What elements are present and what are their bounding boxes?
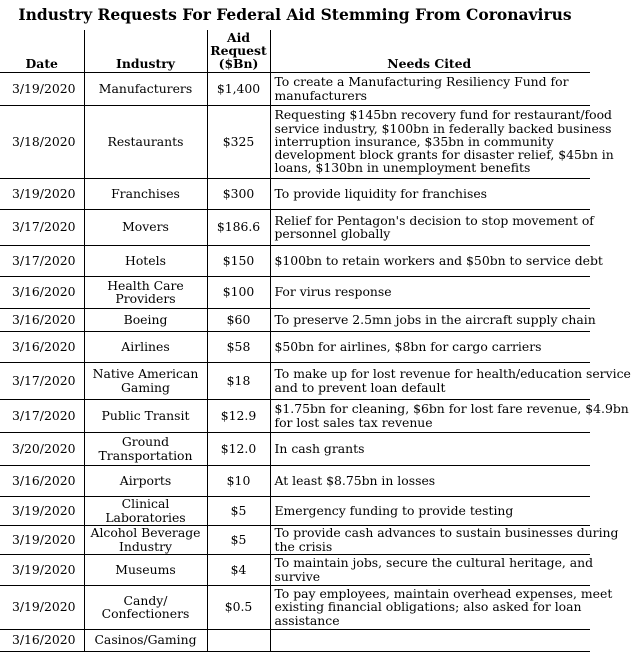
industry-line: Airports	[119, 472, 172, 488]
needs-line: manufacturers	[274, 87, 368, 103]
header-aid-request	[207, 30, 270, 72]
industry-line: Candy/	[123, 592, 168, 608]
cell-industry	[84, 105, 207, 178]
table-row	[0, 178, 590, 209]
cell-date: 3/19/2020	[0, 72, 84, 105]
cell-industry	[84, 554, 207, 585]
industry-line: Manufacturers	[98, 80, 193, 96]
table-row	[0, 525, 590, 554]
needs-line: $50bn for airlines, $8bn for cargo carriers	[274, 338, 542, 354]
cell-needs-cited	[270, 72, 590, 105]
cell-date: 3/17/2020	[0, 399, 84, 432]
cell-aid-request: $1,400	[207, 72, 270, 105]
needs-line: To provide cash advances to sustain businesses during	[274, 525, 619, 541]
table-row	[0, 432, 590, 465]
cell-needs-cited	[270, 245, 603, 276]
needs-line: To pay employees, maintain overhead expenses, meet	[274, 586, 613, 602]
cell-industry	[84, 496, 207, 525]
industry-line: Alcohol Beverage	[90, 525, 201, 541]
cell-needs-cited	[270, 585, 613, 629]
cell-date: 3/19/2020	[0, 525, 84, 554]
needs-line: service industry, $100bn in federally backed business	[274, 120, 612, 136]
table-row	[0, 105, 590, 178]
cell-date: 3/16/2020	[0, 331, 84, 362]
cell-date: 3/18/2020	[0, 105, 84, 178]
industry-line: Native American	[92, 366, 199, 382]
industry-line: Laboratories	[105, 509, 186, 525]
needs-line: $1.75bn for cleaning, $6bn for lost fare revenue, $4.9bn	[274, 401, 629, 417]
cell-industry	[84, 585, 207, 629]
needs-line: existing financial obligations; also asked for loan	[274, 599, 582, 615]
header-aid-line: Aid	[227, 29, 250, 45]
table-row	[0, 331, 590, 362]
industry-line: Health Care	[107, 277, 184, 293]
cell-aid-request: $18	[207, 362, 270, 399]
industry-line: Gaming	[121, 379, 170, 395]
cell-industry	[84, 432, 207, 465]
aid-requests-table	[0, 29, 631, 652]
cell-needs-cited	[270, 209, 594, 245]
industry-line: Restaurants	[107, 133, 184, 149]
table-title: Industry Requests For Federal Aid Stemming From Coronavirus	[18, 5, 572, 24]
needs-line: To maintain jobs, secure the cultural heritage, and	[274, 555, 594, 571]
table-row	[0, 465, 590, 496]
needs-line: for lost sales tax revenue	[274, 414, 433, 430]
needs-line: Relief for Pentagon's decision to stop movement of	[274, 212, 594, 228]
cell-needs-cited	[270, 629, 590, 651]
table-row	[0, 496, 590, 525]
cell-needs-cited	[270, 432, 590, 465]
cell-industry	[84, 308, 207, 331]
header-needs-cited: Needs Cited	[270, 30, 590, 72]
table-row	[0, 245, 590, 276]
industry-line: Museums	[115, 561, 176, 577]
cell-aid-request: $10	[207, 465, 270, 496]
cell-aid-request: $5	[207, 525, 270, 554]
cell-aid-request: $4	[207, 554, 270, 585]
industry-line: Public Transit	[101, 407, 190, 423]
cell-date: 3/19/2020	[0, 178, 84, 209]
table-row	[0, 629, 590, 651]
cell-aid-request: $186.6	[207, 209, 270, 245]
industry-line: Clinical	[121, 496, 170, 512]
table-row	[0, 276, 590, 308]
industry-line: Ground	[121, 434, 170, 450]
cell-aid-request: $300	[207, 178, 270, 209]
industry-line: Boeing	[123, 311, 168, 327]
cell-needs-cited	[270, 399, 629, 432]
header-date: Date	[0, 30, 84, 72]
industry-line: Providers	[115, 291, 176, 306]
needs-line: For virus response	[274, 284, 392, 300]
cell-industry	[84, 72, 207, 105]
cell-date: 3/16/2020	[0, 629, 84, 651]
cell-needs-cited	[270, 554, 594, 585]
table-row	[0, 209, 590, 245]
cell-aid-request	[207, 629, 270, 651]
cell-needs-cited	[270, 308, 596, 331]
cell-needs-cited	[270, 525, 619, 554]
cell-needs-cited	[270, 276, 590, 308]
cell-date: 3/19/2020	[0, 585, 84, 629]
cell-needs-cited	[270, 496, 590, 525]
needs-line: survive	[274, 568, 321, 584]
industry-line: Movers	[122, 219, 169, 235]
needs-line: In cash grants	[274, 440, 365, 456]
header-row	[0, 30, 590, 72]
needs-line: assistance	[274, 612, 340, 628]
table-row	[0, 554, 590, 585]
needs-line: and to prevent loan default	[274, 379, 446, 395]
cell-industry	[84, 362, 207, 399]
table-row	[0, 362, 590, 399]
industry-line: Airlines	[121, 338, 170, 354]
industry-line: Casinos/Gaming	[94, 632, 197, 648]
cell-industry	[84, 399, 207, 432]
cell-industry	[84, 245, 207, 276]
needs-line: Requesting $145bn recovery fund for restaurant/food	[274, 107, 612, 123]
needs-line: development block grants for disaster relief, $45bn in	[274, 147, 614, 163]
cell-industry	[84, 525, 207, 554]
industry-line: Industry	[118, 538, 173, 554]
cell-aid-request: $0.5	[207, 585, 270, 629]
table-row	[0, 72, 590, 105]
cell-date: 3/20/2020	[0, 432, 84, 465]
cell-date: 3/16/2020	[0, 465, 84, 496]
needs-line: To create a Manufacturing Resiliency Fund for	[274, 74, 569, 90]
cell-needs-cited	[270, 105, 614, 178]
needs-line: To preserve 2.5mn jobs in the aircraft supply chain	[274, 311, 596, 327]
cell-industry	[84, 209, 207, 245]
cell-date: 3/17/2020	[0, 245, 84, 276]
cell-aid-request: $12.0	[207, 432, 270, 465]
table-row	[0, 399, 590, 432]
cell-needs-cited	[270, 362, 631, 399]
needs-line: Emergency funding to provide testing	[274, 502, 514, 518]
needs-line: To make up for lost revenue for health/education service	[274, 366, 631, 382]
table-row	[0, 308, 590, 331]
needs-line: interruption insurance, $35bn in community	[274, 133, 554, 149]
cell-needs-cited	[270, 178, 590, 209]
cell-needs-cited	[270, 331, 590, 362]
cell-aid-request: $150	[207, 245, 270, 276]
industry-line: Transportation	[98, 447, 193, 463]
header-aid-line: Request	[210, 43, 267, 59]
cell-industry	[84, 629, 207, 651]
cell-aid-request: $325	[207, 105, 270, 178]
cell-industry	[84, 331, 207, 362]
cell-industry	[84, 178, 207, 209]
cell-industry	[84, 276, 207, 308]
header-industry: Industry	[84, 30, 207, 72]
needs-line: At least $8.75bn in losses	[274, 472, 436, 488]
cell-date: 3/16/2020	[0, 308, 84, 331]
needs-line: loans, $130bn in unemployment benefits	[274, 160, 531, 176]
cell-date: 3/16/2020	[0, 276, 84, 308]
needs-line: To provide liquidity for franchises	[274, 185, 488, 201]
cell-aid-request: $12.9	[207, 399, 270, 432]
needs-line: $100bn to retain workers and $50bn to service debt	[274, 252, 603, 268]
needs-line: the crisis	[274, 538, 333, 554]
industry-line: Hotels	[125, 252, 166, 268]
cell-aid-request: $100	[207, 276, 270, 308]
cell-aid-request: $58	[207, 331, 270, 362]
cell-date: 3/19/2020	[0, 496, 84, 525]
industry-line: Confectioners	[101, 606, 190, 621]
needs-line: personnel globally	[274, 226, 391, 241]
cell-aid-request: $5	[207, 496, 270, 525]
cell-aid-request: $60	[207, 308, 270, 331]
cell-date: 3/17/2020	[0, 209, 84, 245]
cell-date: 3/19/2020	[0, 554, 84, 585]
table-row	[0, 585, 590, 629]
cell-date: 3/17/2020	[0, 362, 84, 399]
cell-industry	[84, 465, 207, 496]
industry-line: Franchises	[111, 185, 180, 201]
header-aid-line: ($Bn)	[218, 56, 259, 72]
cell-needs-cited	[270, 465, 590, 496]
